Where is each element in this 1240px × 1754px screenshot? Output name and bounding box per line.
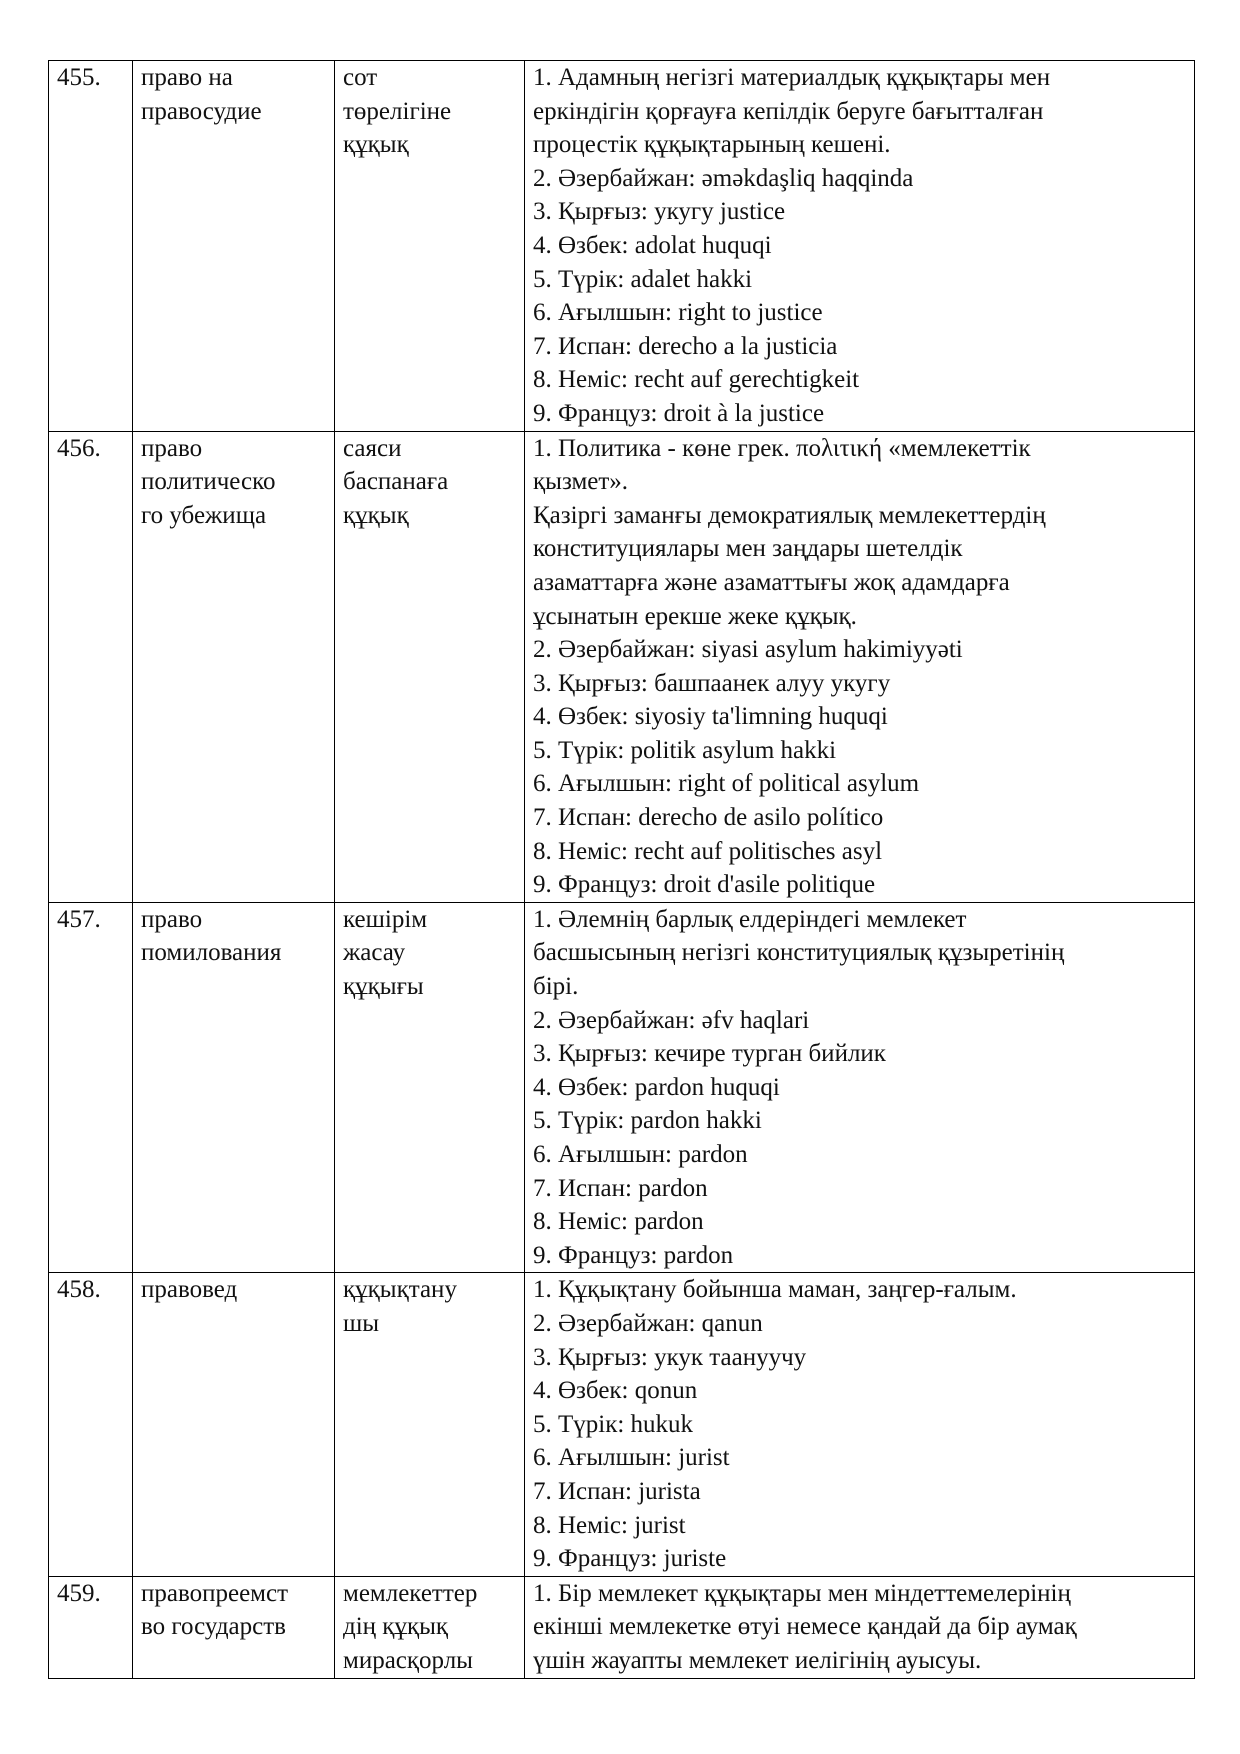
- kazakh-term-line: дің құқық: [343, 1613, 449, 1641]
- kazakh-term-line: құқық: [343, 131, 409, 159]
- russian-term-line: правосудие: [141, 97, 262, 125]
- kazakh-term-cell: [335, 61, 525, 432]
- definition-cell: [525, 1576, 1195, 1678]
- definition-line: процестік құқықтарының кешені.: [533, 131, 891, 159]
- definition-line: 7. Испан: jurista: [533, 1477, 701, 1505]
- russian-term-cell: [133, 431, 335, 902]
- russian-term-line: право на: [141, 64, 233, 91]
- definition-line: 6. Ағылшын: right to justice: [533, 299, 823, 327]
- definition-line: 7. Испан: pardon: [533, 1174, 708, 1202]
- table-row: [49, 1273, 1195, 1576]
- definition-cell: [525, 61, 1195, 432]
- definition-line: 4. Өзбек: qonun: [533, 1377, 698, 1405]
- definition-line: 7. Испан: derecho a la justicia: [533, 332, 838, 360]
- entry-number: 456.: [57, 434, 101, 462]
- kazakh-term-cell: [335, 431, 525, 902]
- kazakh-term-line: құқық: [343, 501, 409, 529]
- definition-line: екінші мемлекетке өтуі немесе қандай да бір аумақ: [533, 1613, 1077, 1641]
- russian-term-cell: [133, 1576, 335, 1678]
- russian-term-line: правопреемст: [141, 1579, 289, 1607]
- entry-number-cell: [49, 431, 133, 902]
- table-row: [49, 61, 1195, 432]
- definition-line: 8. Неміс: recht auf gerechtigkeit: [533, 366, 860, 394]
- definition-line: ұсынатын ерекше жеке құқық.: [533, 602, 857, 630]
- kazakh-term-line: төрелігіне: [343, 97, 452, 125]
- kazakh-term-cell: [335, 902, 525, 1273]
- entry-number-cell: [49, 1576, 133, 1678]
- definition-line: 5. Түрік: pardon hakki: [533, 1107, 762, 1135]
- definition-line: конституциялары мен заңдары шетелдік: [533, 535, 963, 563]
- entry-number: 457.: [57, 905, 101, 933]
- definition-line: бірі.: [533, 973, 579, 1001]
- definition-line: 8. Неміс: jurist: [533, 1511, 686, 1539]
- definition-line: 3. Қырғыз: кечире турган бийлик: [533, 1040, 886, 1068]
- definition-line: 7. Испан: derecho de asilo político: [533, 804, 884, 832]
- kazakh-term-line: шы: [343, 1309, 380, 1337]
- table-row: [49, 431, 1195, 902]
- definition-line: 9. Француз: droit à la justice: [533, 399, 825, 427]
- kazakh-term-line: құқығы: [343, 973, 424, 1001]
- kazakh-term-line: мемлекеттер: [343, 1579, 478, 1607]
- kazakh-term-line: кешірім: [343, 905, 428, 933]
- definition-cell: [525, 902, 1195, 1273]
- definition-cell: [525, 1273, 1195, 1576]
- definition-line: 1. Құқықтану бойынша маман, заңгер-ғалым.: [533, 1276, 1017, 1304]
- definition-line: 4. Өзбек: siyosiy ta'limning huquqi: [533, 703, 888, 731]
- definition-line: 3. Қырғыз: укук таануучу: [533, 1343, 807, 1371]
- russian-term-line: правовед: [141, 1276, 238, 1304]
- kazakh-term-line: сот: [343, 64, 378, 91]
- russian-term-cell: [133, 61, 335, 432]
- definition-line: 5. Түрік: politik asylum hakki: [533, 736, 837, 764]
- definition-line: 2. Әзербайжан: əməkdaşliq haqqinda: [533, 164, 914, 192]
- kazakh-term-line: жасау: [343, 939, 406, 967]
- glossary-body: [49, 61, 1195, 1679]
- kazakh-term-line: саяси: [343, 434, 402, 462]
- russian-term-line: во государств: [141, 1613, 286, 1641]
- definition-line: 5. Түрік: hukuk: [533, 1410, 694, 1438]
- definition-line: 1. Адамның негізгі материалдық құқықтары мен: [533, 64, 1051, 91]
- definition-line: 6. Ағылшын: pardon: [533, 1141, 748, 1168]
- definition-line: 4. Өзбек: pardon huquqi: [533, 1073, 780, 1101]
- definition-line: 9. Француз: juriste: [533, 1545, 727, 1573]
- definition-line: 4. Өзбек: adolat huquqi: [533, 231, 772, 259]
- definition-line: 1. Политика - көне грек. πολιτική «мемлекеттік: [533, 434, 1031, 462]
- entry-number: 455.: [57, 64, 101, 91]
- definition-line: 1. Әлемнің барлық елдеріндегі мемлекет: [533, 905, 967, 933]
- glossary-table: [48, 60, 1195, 1679]
- definition-line: 8. Неміс: recht auf politisches asyl: [533, 837, 883, 865]
- definition-line: 2. Әзербайжан: siyasi asylum hakimiyyəti: [533, 636, 963, 664]
- entry-number-cell: [49, 902, 133, 1273]
- definition-line: 6. Ағылшын: right of political asylum: [533, 770, 920, 798]
- definition-line: 2. Әзербайжан: əfv haqlari: [533, 1006, 810, 1034]
- definition-line: 9. Француз: pardon: [533, 1241, 734, 1269]
- definition-line: 1. Бір мемлекет құқықтары мен міндеттемелерінің: [533, 1579, 1071, 1607]
- entry-number-cell: [49, 61, 133, 432]
- russian-term-line: право: [141, 905, 203, 933]
- kazakh-term-cell: [335, 1273, 525, 1576]
- entry-number-cell: [49, 1273, 133, 1576]
- definition-line: 3. Қырғыз: башпаанек алуу укугу: [533, 669, 891, 697]
- definition-line: 6. Ағылшын: jurist: [533, 1444, 730, 1472]
- definition-line: қызмет».: [533, 468, 629, 496]
- definition-line: 8. Неміс: pardon: [533, 1208, 704, 1236]
- russian-term-line: го убежища: [141, 501, 267, 529]
- russian-term-line: помилования: [141, 939, 282, 967]
- definition-line: үшін жауапты мемлекет иелігінің ауысуы.: [533, 1646, 982, 1674]
- definition-line: азаматтарға және азаматтығы жоқ адамдарға: [533, 568, 1010, 596]
- definition-line: 2. Әзербайжан: qanun: [533, 1309, 763, 1337]
- definition-line: Қазіргі заманғы демократиялық мемлекеттердің: [533, 501, 1046, 529]
- russian-term-cell: [133, 1273, 335, 1576]
- table-row: [49, 1576, 1195, 1678]
- russian-term-line: политическо: [141, 468, 276, 496]
- kazakh-term-line: баспанаға: [343, 468, 449, 496]
- definition-line: 5. Түрік: adalet hakki: [533, 265, 753, 293]
- russian-term-line: право: [141, 434, 203, 462]
- russian-term-cell: [133, 902, 335, 1273]
- table-row: [49, 902, 1195, 1273]
- entry-number: 458.: [57, 1276, 101, 1304]
- definition-line: 9. Француз: droit d'asile politique: [533, 871, 876, 899]
- definition-cell: [525, 431, 1195, 902]
- kazakh-term-line: құқықтану: [343, 1276, 457, 1304]
- definition-line: еркіндігін қорғауға кепілдік беруге бағытталған: [533, 97, 1044, 125]
- definition-line: басшысының негізгі конституциялық құзыретінің: [533, 939, 1065, 967]
- kazakh-term-cell: [335, 1576, 525, 1678]
- entry-number: 459.: [57, 1579, 101, 1607]
- definition-line: 3. Қырғыз: укугу justice: [533, 198, 786, 226]
- kazakh-term-line: мирасқорлы: [343, 1646, 473, 1674]
